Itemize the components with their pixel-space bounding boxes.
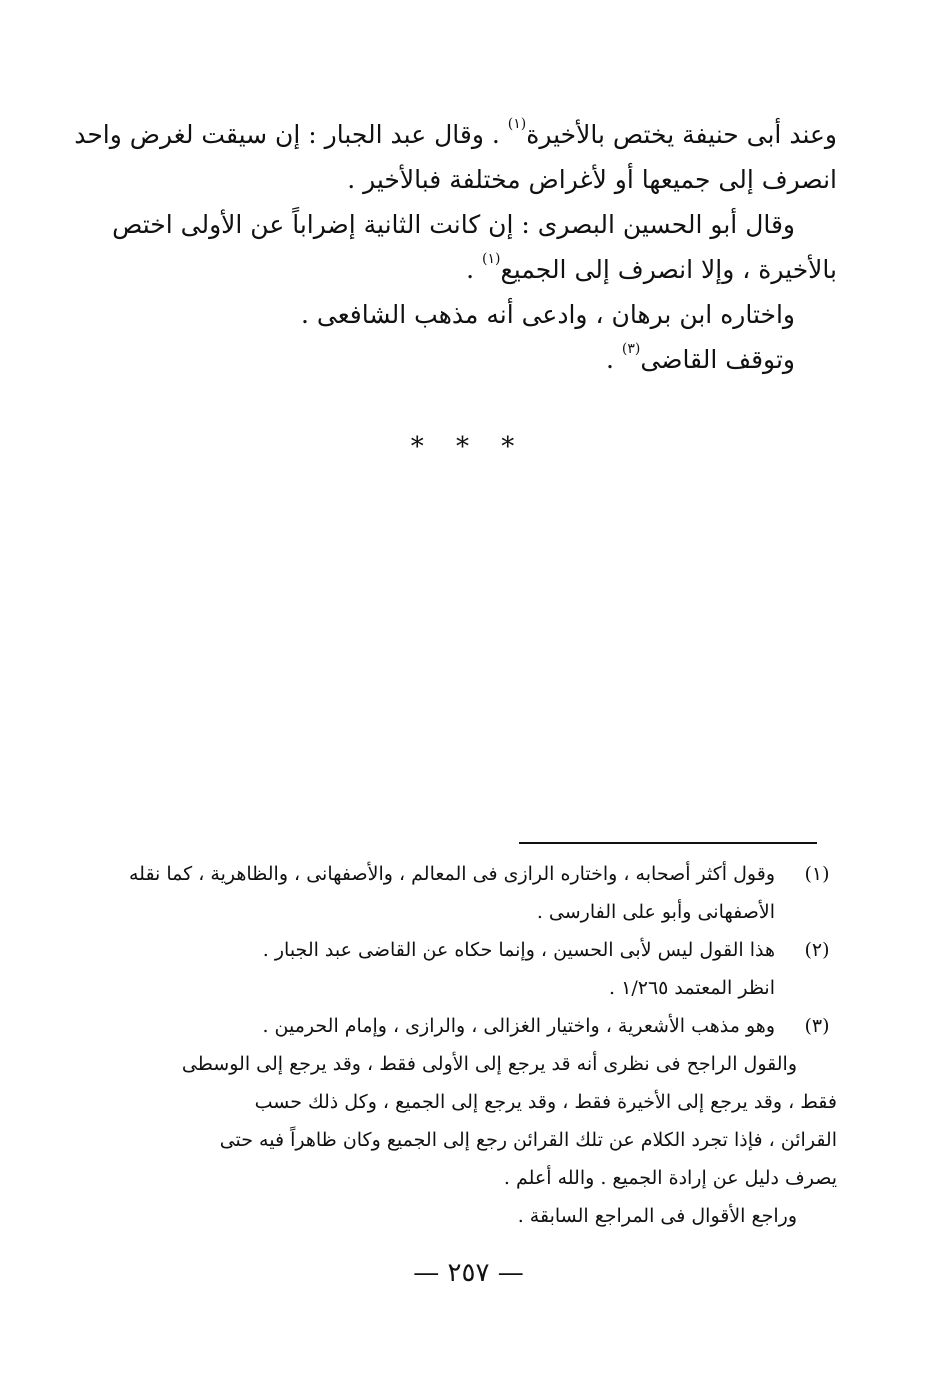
body-text-segment: وتوقف القاضى [640, 345, 795, 374]
footnote-line: الأصفهانى وأبو على الفارسى . [536, 901, 775, 923]
section-separator: * * * [410, 432, 527, 462]
footnote-line: فقط ، وقد يرجع إلى الأخيرة فقط ، وقد يرجع إلى الجميع ، وكل ذلك حسب [254, 1091, 837, 1113]
body-line: وقال أبو الحسين البصرى : إن كانت الثانية إضراباً عن الأولى اختص [112, 210, 795, 239]
page-number: — ٢٥٧ — [413, 1258, 524, 1288]
main-text [74, 112, 837, 382]
footnote-line: وراجع الأقوال فى المراجع السابقة . [517, 1205, 797, 1227]
body-line [74, 112, 837, 157]
footnote-line: القرائن ، فإذا تجرد الكلام عن تلك القرائن رجع إلى الجميع وكان ظاهراً فيه حتى [219, 1129, 837, 1151]
body-text-segment: وعند أبى حنيفة يختص بالأخيرة [526, 120, 837, 149]
body-line: واختاره ابن برهان ، وادعى أنه مذهب الشافعى . [300, 300, 795, 329]
footnote-line: هذا القول ليس لأبى الحسين ، وإنما حكاه عن القاضى عبد الجبار . [262, 939, 775, 961]
footnote-number: (١) [804, 863, 830, 885]
footnote [130, 1007, 837, 1235]
footnote-divider [519, 842, 817, 844]
body-text-segment: . [606, 345, 614, 374]
body-line: انصرف إلى جميعها أو لأغراض مختلفة فبالأخير . [347, 165, 837, 194]
footnote-ref: (١) [507, 115, 527, 132]
footnote [130, 855, 837, 931]
body-line [135, 247, 837, 292]
footnote-line: يصرف دليل عن إرادة الجميع . والله أعلم . [503, 1167, 837, 1189]
footnote-line: والقول الراجح فى نظرى أنه قد يرجع إلى الأولى فقط ، وقد يرجع إلى الوسطى [181, 1053, 797, 1075]
footnotes [130, 855, 837, 1235]
footnote [130, 931, 837, 1007]
footnote-line: وهو مذهب الأشعرية ، واختيار الغزالى ، والرازى ، وإمام الحرمين . [262, 1015, 775, 1037]
footnote-number: (٢) [804, 939, 830, 961]
body-text-segment: . وقال عبد الجبار : إن سيقت لغرض واحد [74, 120, 500, 149]
footnote-line: وقول أكثر أصحابه ، واختاره الرازى فى المعالم ، والأصفهانى ، والظاهرية ، كما نقله [128, 863, 775, 885]
body-text-segment: . [466, 255, 475, 284]
body-text-segment: بالأخيرة ، وإلا انصرف إلى الجميع [500, 255, 837, 284]
body-line [135, 337, 837, 382]
footnote-ref: (٣) [621, 340, 641, 357]
footnote-ref: (١) [482, 250, 501, 267]
footnote-number: (٣) [804, 1015, 830, 1037]
footnote-line: انظر المعتمد ١/٢٦٥ . [609, 977, 775, 999]
